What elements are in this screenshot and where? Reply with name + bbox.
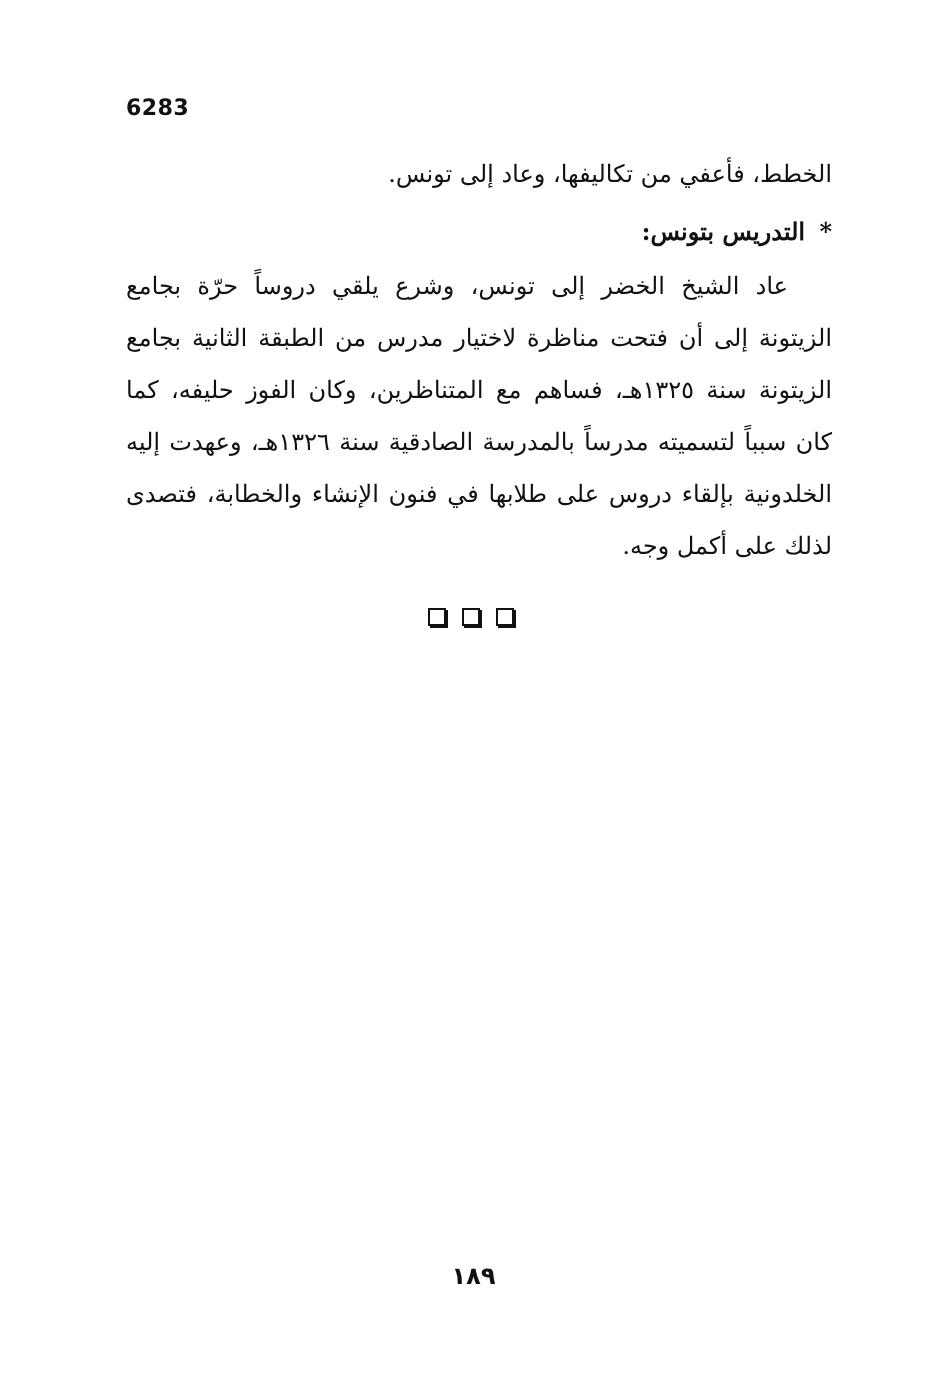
section-heading-row [126,206,832,258]
continuation-line: الخطط، فأعفي من تكاليفها، وعاد إلى تونس. [388,160,832,188]
square-ornament-icon [462,608,480,626]
square-ornament-icon [428,608,446,626]
document-id-number: 6283 [126,96,190,121]
section-separator [428,608,514,626]
page-number: ١٨٩ [451,1262,496,1290]
body-paragraph [126,260,832,572]
section-heading: التدريس بتونس: [641,217,806,246]
square-ornament-icon [496,608,514,626]
paragraph-text: عاد الشيخ الخضر إلى تونس، وشرع يلقي دروساً حرّة بجامع الزيتونة إلى أن فتحت مناظرة لاختيار مدرس من الطبقة الثانية بجامع الزيتونة سنة ١٣٢٥هـ، فساهم مع المتناظرين، وكان الفوز حليفه، كما كان سبباً لتسميته مدرساً بالمدرسة الصادقية سنة ١٣٢٦هـ، وعهدت إليه الخلدونية بإلقاء دروس على طلابها في فنون الإنشاء والخطابة، فتصدى لذلك على أكمل وجه. [126,272,833,560]
asterisk-bullet-icon: * [819,217,832,246]
